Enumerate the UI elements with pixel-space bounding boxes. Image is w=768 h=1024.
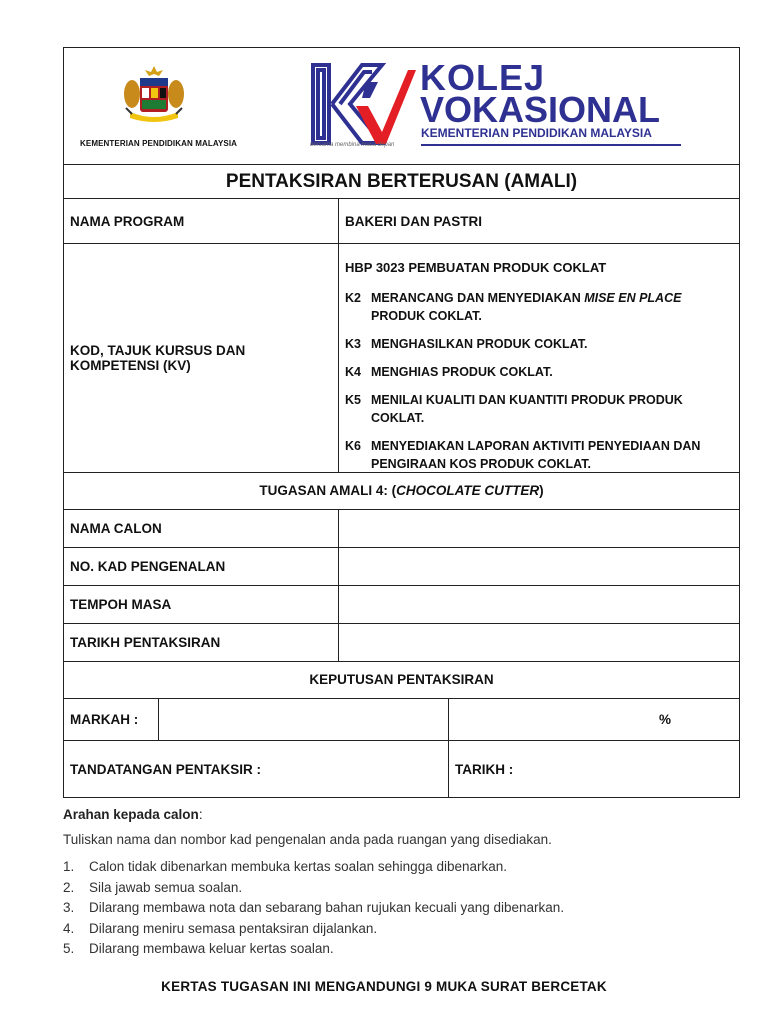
competency-text: MERANCANG DAN MENYEDIAKAN MISE EN PLACE PRODUK COKLAT.	[371, 291, 682, 323]
instruction-number: 2.	[63, 879, 75, 895]
ic-number-label: NO. KAD PENGENALAN	[64, 548, 339, 585]
competency-item	[345, 437, 739, 473]
kolej-vokasional-logo	[310, 57, 690, 154]
signature-date-field[interactable]: TARIKH :	[455, 761, 514, 777]
instruction-text: Dilarang membawa nota dan sebarang bahan rujukan kecuali yang dibenarkan.	[89, 900, 565, 915]
signature-row	[64, 741, 739, 797]
task-title	[64, 473, 739, 510]
task-suffix: )	[539, 483, 544, 498]
candidate-instructions	[63, 807, 743, 960]
instruction-text: Dilarang meniru semasa pentaksiran dijalankan.	[89, 920, 378, 936]
instruction-number: 1.	[63, 859, 75, 874]
marks-row	[64, 699, 739, 741]
assessment-result-heading: KEPUTUSAN PENTAKSIRAN	[64, 662, 739, 699]
competency-item	[345, 289, 739, 325]
assessment-date-label: TARIKH PENTAKSIRAN	[64, 624, 339, 661]
program-label: NAMA PROGRAM	[64, 199, 339, 243]
instruction-text: Calon tidak dibenarkan membuka kertas soalan sehingga dibenarkan.	[89, 859, 508, 874]
instructions-list	[63, 857, 743, 960]
competency-item	[345, 335, 739, 353]
instructions-heading: Arahan kepada calon:	[63, 807, 203, 822]
competency-item	[345, 363, 739, 381]
instruction-item	[63, 919, 743, 940]
assessment-form	[63, 47, 740, 798]
course-details	[339, 244, 739, 472]
instruction-number: 3.	[63, 900, 75, 915]
percent-unit: %	[658, 712, 671, 727]
competency-text: MENGHIAS PRODUK COKLAT.	[371, 365, 553, 379]
assessor-signature-field[interactable]: TANDATANGAN PENTAKSIR :	[64, 741, 449, 797]
task-prefix: TUGASAN AMALI 4: (	[259, 483, 397, 498]
marks-label: MARKAH :	[64, 699, 159, 740]
instruction-item	[63, 898, 743, 919]
duration-field[interactable]	[339, 586, 739, 623]
kv-logo-rule	[421, 144, 681, 146]
candidate-name-label: NAMA CALON	[64, 510, 339, 547]
instruction-number: 4.	[63, 920, 75, 936]
field-row-candidate-name	[64, 510, 739, 548]
instruction-number: 5.	[63, 941, 75, 956]
program-row	[64, 199, 739, 244]
instruction-item	[63, 857, 743, 878]
course-label: KOD, TAJUK KURSUS DAN KOMPETENSI (KV)	[64, 244, 339, 472]
instruction-item	[63, 939, 743, 960]
page-count-note: KERTAS TUGASAN INI MENGANDUNGI 9 MUKA SURAT BERCETAK	[161, 979, 607, 994]
competency-text: MENGHASILKAN PRODUK COKLAT.	[371, 337, 588, 351]
course-code-title: HBP 3023 PEMBUATAN PRODUK COKLAT	[345, 260, 607, 275]
kv-logo-line1: KOLEJ	[420, 57, 546, 98]
ministry-caption: KEMENTERIAN PENDIDIKAN MALAYSIA	[80, 139, 238, 148]
competency-code: K5	[345, 393, 361, 407]
form-title: PENTAKSIRAN BERTERUSAN (AMALI)	[64, 165, 739, 199]
kv-logo-line2: VOKASIONAL	[420, 89, 661, 130]
assessment-date-field[interactable]	[339, 624, 739, 661]
competency-text: MENILAI KUALITI DAN KUANTITI PRODUK PRODUK COKLAT.	[371, 393, 683, 425]
competency-code: K2	[345, 291, 361, 305]
competency-code: K6	[345, 439, 361, 453]
instruction-text: Sila jawab semua soalan.	[89, 879, 243, 895]
competency-item	[345, 391, 739, 427]
field-row-duration	[64, 586, 739, 624]
competency-code: K4	[345, 365, 361, 379]
kv-logo-subtitle: KEMENTERIAN PENDIDIKAN MALAYSIA	[421, 126, 652, 140]
form-header	[64, 48, 739, 165]
instruction-item	[63, 878, 743, 899]
field-row-ic-number	[64, 548, 739, 586]
task-name: CHOCOLATE CUTTER	[396, 483, 540, 498]
field-row-assessment-date	[64, 624, 739, 662]
program-value: BAKERI DAN PASTRI	[345, 213, 483, 229]
ic-number-field[interactable]	[339, 548, 739, 585]
instructions-intro: Tuliskan nama dan nombor kad pengenalan anda pada ruangan yang disediakan.	[63, 832, 552, 847]
duration-label: TEMPOH MASA	[64, 586, 339, 623]
course-row	[64, 244, 739, 473]
candidate-name-field[interactable]	[339, 510, 739, 547]
kv-logo-tagline: bersama membina masa depan	[310, 142, 395, 148]
kv-emblem-icon	[310, 62, 416, 146]
instruction-text: Dilarang membawa keluar kertas soalan.	[89, 941, 334, 956]
competency-list	[345, 289, 739, 473]
marks-field[interactable]	[159, 699, 449, 740]
competency-text: MENYEDIAKAN LAPORAN AKTIVITI PENYEDIAAN DAN PENGIRAAN KOS PRODUK COKLAT.	[371, 439, 701, 471]
competency-code: K3	[345, 337, 361, 351]
malaysia-coat-of-arms-icon	[122, 64, 186, 126]
